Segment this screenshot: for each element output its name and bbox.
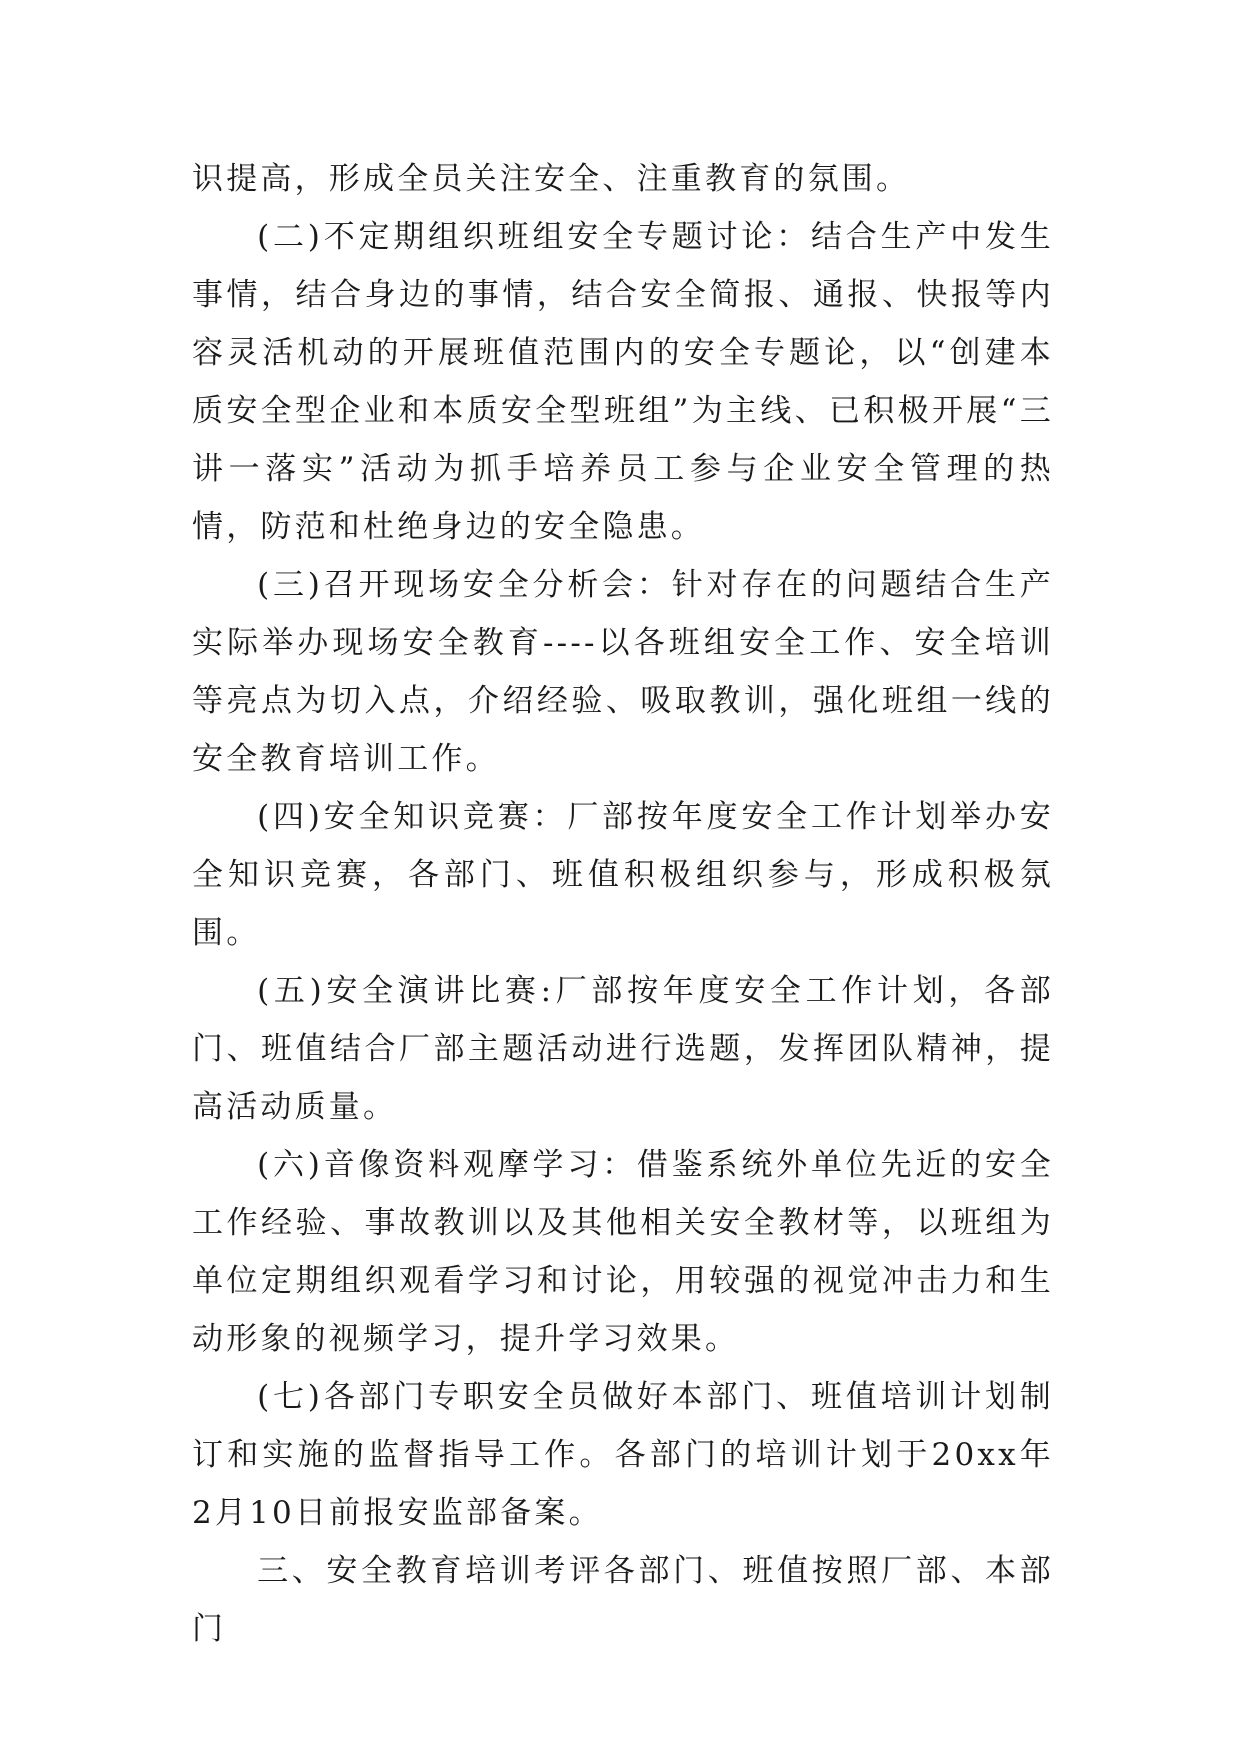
paragraph-continuation: 识提高，形成全员关注安全、注重教育的氛围。	[192, 161, 911, 197]
paragraph-item-5: (五)安全演讲比赛:厂部按年度安全工作计划，各部门、班值结合厂部主题活动进行选题，发挥团队精神，提高活动质量。	[192, 973, 1054, 1125]
paragraph-item-6: (六)音像资料观摩学习：借鉴系统外单位先近的安全工作经验、事故教训以及其他相关安全教材等，以班组为单位定期组织观看学习和讨论，用较强的视觉冲击力和生动形象的视频学习，提升学习效果。	[192, 1147, 1054, 1357]
paragraph-item-2: (二)不定期组织班组安全专题讨论：结合生产中发生事情，结合身边的事情，结合安全简报、通报、快报等内容灵活机动的开展班值范围内的安全专题论，以“创建本质安全型企业和本质安全型班组”为主线、已积极开展“三讲一落实”活动为抓手培养员工参与企业安全管理的热情，防范和杜绝身边的安全隐患。	[192, 219, 1054, 545]
paragraph-item-7: (七)各部门专职安全员做好本部门、班值培训计划制订和实施的监督指导工作。各部门的培训计划于20xx年2月10日前报安监部备案。	[192, 1379, 1054, 1531]
section-heading-3: 三、安全教育培训考评各部门、班值按照厂部、本部门	[192, 1553, 1054, 1647]
paragraph-item-4: (四)安全知识竞赛：厂部按年度安全工作计划举办安全知识竞赛，各部门、班值积极组织参与，形成积极氛围。	[192, 799, 1054, 951]
paragraph-item-3: (三)召开现场安全分析会：针对存在的问题结合生产实际举办现场安全教育----以各班组安全工作、安全培训等亮点为切入点，介绍经验、吸取教训，强化班组一线的安全教育培训工作。	[192, 567, 1054, 777]
document-body	[192, 150, 1054, 1658]
